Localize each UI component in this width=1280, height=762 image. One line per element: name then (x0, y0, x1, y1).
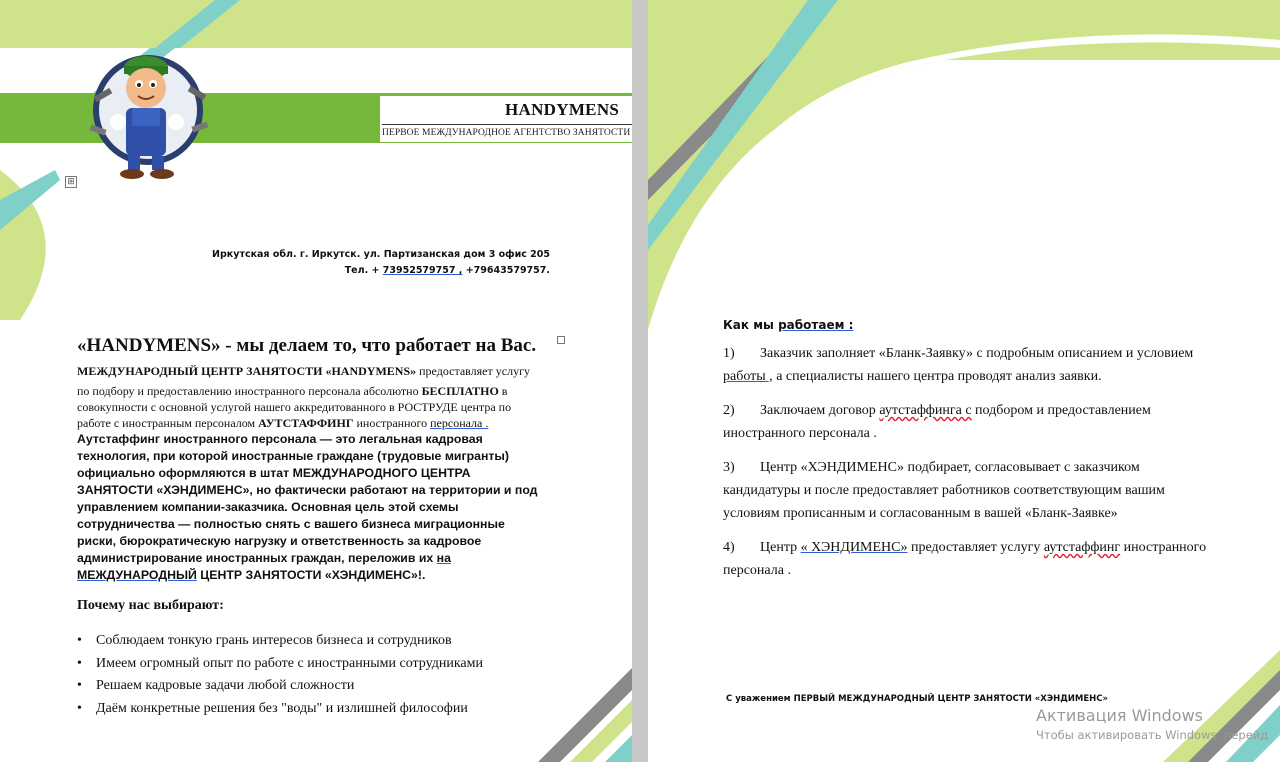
brand-subtitle: ПЕРВОЕ МЕЖДУНАРОДНОЕ АГЕНТСТВО ЗАНЯТОСТИ (382, 128, 631, 138)
activation-subtitle: Чтобы активировать Windows, перейд (1036, 728, 1269, 742)
phone-second: +79643579757. (462, 265, 550, 276)
table-anchor-icon[interactable]: ⊞ (65, 176, 77, 188)
intro-rest: предоставляет услугу (416, 364, 530, 378)
step-text: Заказчик заполняет «Бланк-Заявку» с подробным описанием и условием (760, 346, 1194, 361)
step-text-end: подбором и предоставлением иностранного персонала . (723, 403, 1151, 441)
document-page-2 (648, 0, 1280, 762)
how-title-prefix: Как мы (723, 318, 779, 332)
brand-title: HANDYMENS (505, 100, 620, 119)
step-link-2[interactable]: аутстаффинг (1043, 540, 1121, 555)
list-item: • Имеем огромный опыт по работе с иностранными сотрудниками (77, 653, 547, 676)
phone-line (212, 263, 550, 279)
service-bold-free: БЕСПЛАТНО (421, 384, 499, 398)
service-text-c: иностранного (353, 416, 431, 430)
address-line: Иркутская обл. г. Иркутск. ул. Партизанская дом 3 офис 205 (212, 249, 550, 260)
mascot-logo (80, 52, 220, 187)
service-link[interactable]: персонала . (430, 416, 489, 430)
step-number: 2) (723, 403, 735, 418)
closing-signature: С уважением ПЕРВЫЙ МЕЖДУНАРОДНЫЙ ЦЕНТР ЗАНЯТОСТИ «ХЭНДИМЕНС» (726, 694, 1108, 704)
step-item (723, 536, 1213, 582)
how-title-link[interactable]: работаем : (778, 318, 854, 332)
headline: «HANDYMENS» - мы делаем то, что работает на Вас. (77, 335, 537, 356)
step-text: Центр «ХЭНДИМЕНС» подбирает, согласовывает с заказчиком кандидатуры и после предоставляет работников соответствующим вашим условиям прописанным и согласованным в вашей «Бланк-Заявке» (723, 460, 1165, 521)
step-item (723, 342, 1213, 388)
phone-prefix: Тел. + (344, 265, 383, 276)
list-item: • Соблюдаем тонкую грань интересов бизнеса и сотрудников (77, 630, 547, 653)
document-page-1 (0, 0, 632, 762)
step-text-end: а специалисты нашего центра проводят анализ заявки. (772, 369, 1102, 384)
step-link[interactable]: аутстаффинга с (879, 403, 972, 418)
list-item: • Даём конкретные решения без "воды" и излишней философии (77, 698, 547, 721)
step-link[interactable]: « ХЭНДИМЕНС» (800, 540, 908, 555)
intro-paragraph (77, 363, 547, 379)
windows-activation-watermark (1036, 706, 1268, 742)
service-text-a: по подбору и предоставлению иностранного персонала абсолютно (77, 384, 422, 398)
definition-text: Аутстаффинг иностранного персонала — это легальная кадровая технология, при которой иностранные граждане (трудовые мигранты) официально оформляются в штат МЕЖДУНАРОДНОГО ЦЕНТРА ЗАНЯТОСТИ «ХЭНДИМЕНС», но фактически работают на территории и под управлением компании-заказчика. Основная цель этой схемы сотрудничества — полностью снять с вашего бизнеса миграционные риски, бюрократическую нагрузку и ответственность за кадровое администрирование иностранных граждан, переложив их (77, 432, 538, 565)
list-item: • Решаем кадровые задачи любой сложности (77, 675, 547, 698)
step-text-end: иностранного персонала . (723, 540, 1207, 578)
brand-divider (382, 124, 632, 125)
phone-link[interactable]: 73952579757 , (382, 265, 463, 276)
service-text-b: в совокупности с основной услугой нашего аккредитованного в РОСТРУДЕ центра по работе с иностранным персоналом (77, 384, 512, 430)
outstaffing-definition (77, 431, 547, 584)
step-item (723, 399, 1213, 445)
service-bold-outstaffing: АУТСТАФФИНГ (258, 416, 354, 430)
page-1-body (77, 335, 547, 720)
text-box-handle[interactable] (557, 336, 565, 344)
step-text: Заключаем договор (760, 403, 880, 418)
step-item (723, 456, 1213, 525)
step-text: Центр (760, 540, 801, 555)
step-number: 1) (723, 346, 735, 361)
intro-bold: МЕЖДУНАРОДНЫЙ ЦЕНТР ЗАНЯТОСТИ «HANDYMENS» (77, 364, 417, 378)
definition-link[interactable]: на МЕЖДУНАРОДНЫЙ (77, 551, 451, 582)
step-number: 3) (723, 460, 735, 475)
how-we-work-title (723, 318, 1213, 332)
why-list (77, 630, 547, 720)
step-text-mid: предоставляет услугу (907, 540, 1044, 555)
why-title: Почему нас выбирают: (77, 598, 224, 613)
contact-block (212, 247, 550, 279)
activation-title: Активация Windows (1036, 706, 1203, 725)
step-link[interactable]: работы , (723, 369, 773, 384)
definition-end: ЦЕНТР ЗАНЯТОСТИ «ХЭНДИМЕНС»!. (196, 568, 426, 582)
page-2-body (723, 318, 1213, 593)
service-paragraph (77, 383, 547, 431)
step-number: 4) (723, 540, 735, 555)
